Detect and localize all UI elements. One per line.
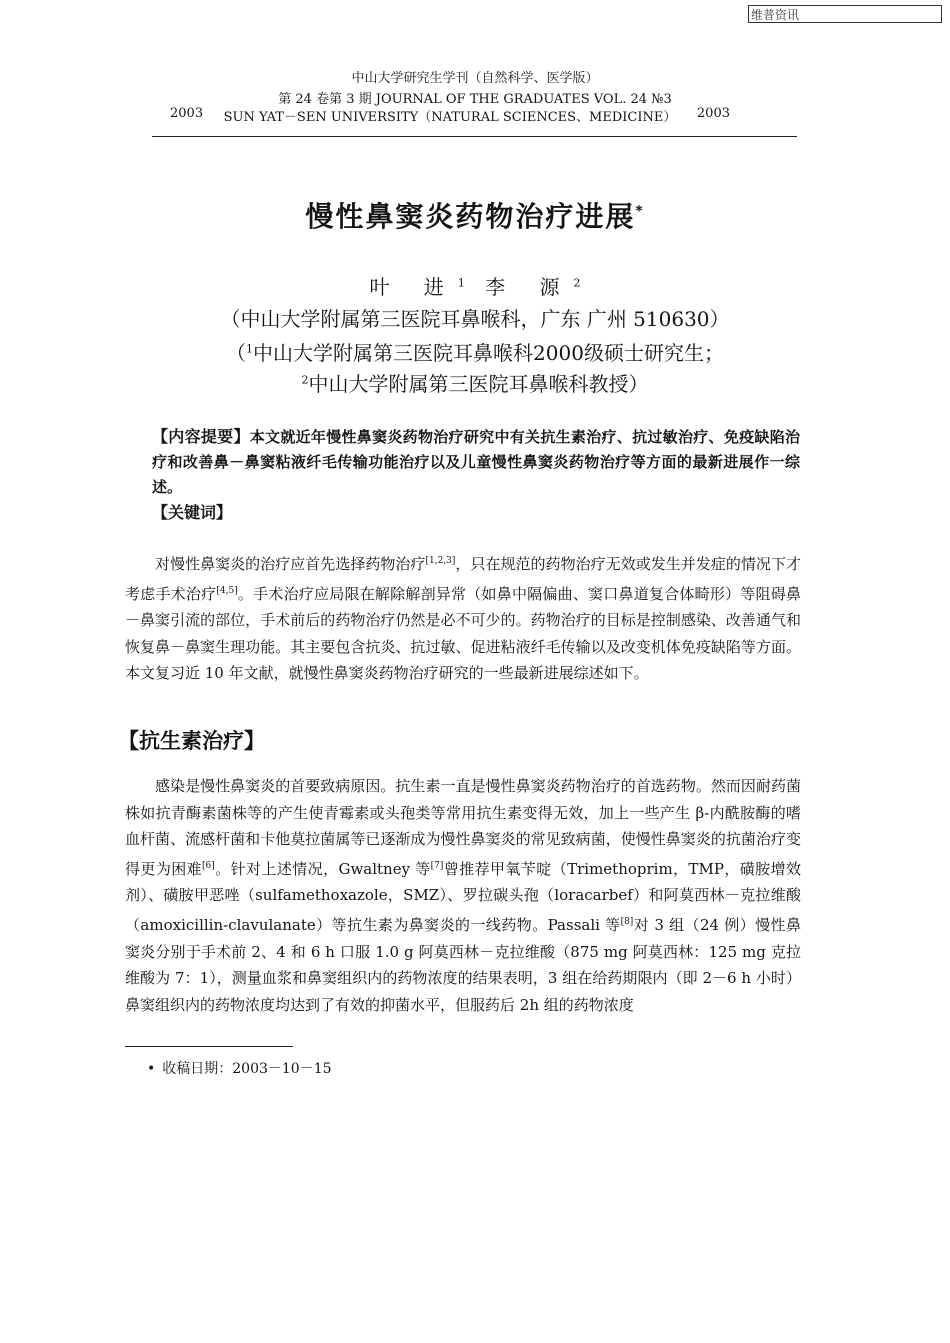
author-2: 李 源 [485, 275, 574, 299]
abstract-text: 本文就近年慢性鼻窦炎药物治疗研究中有关抗生素治疗、抗过敏治疗、免疫缺陷治疗和改善鼻－鼻窦粘液纤毛传输功能治疗以及儿童慢性鼻窦炎药物治疗等方面的最新进展作一综述。 [152, 428, 800, 496]
author-2-sup: 2 [573, 276, 581, 290]
author-1: 叶 进 [369, 275, 458, 299]
keywords-label: 【关键词】 [152, 503, 233, 522]
header-rule [152, 136, 797, 137]
affiliation-2-open: （ [226, 341, 247, 365]
antibiotics-paragraph [125, 773, 801, 1018]
received-date: 收稿日期：2003－10－15 [162, 1061, 332, 1077]
journal-university: SUN YAT－SEN UNIVERSITY（NATURAL SCIENCES、MEDICINE） [223, 110, 677, 125]
affiliation-2 [0, 337, 950, 366]
journal-year-left: 2003 [170, 106, 204, 121]
affiliation-3-sup: 2 [301, 373, 309, 387]
intro-text-3: 。手术治疗应局限在解除解剖异常（如鼻中隔偏曲、窦口鼻道复合体畸形）等阻碍鼻－鼻窦引流的部位，手术前后的药物治疗仍然是必不可少的。药物治疗的目标是控制感染、改善通气和恢复鼻－鼻窦生理功能。其主要包含抗炎、抗过敏、促进粘液纤毛传输以及改变机体免疫缺陷等方面。本文复习近 10 年文献，就慢性鼻窦炎药物治疗研究的一些最新进展综述如下。 [125, 584, 801, 683]
section-text-1: 感染是慢性鼻窦炎的首要致病原因。抗生素一直是慢性鼻窦炎药物治疗的首选药物。然而因耐药菌株如抗青酶素菌株等的产生使青霉素或头孢类等常用抗生素变得无效，加上一些产生 β-内酰胺酶的嗜血杆菌、流感杆菌和卡他莫拉菌属等已逐渐成为慢性鼻窦炎的常见致病菌，使慢性鼻窦炎的抗菌治疗变得更为困难 [125, 777, 801, 878]
title-footnote-mark: * [635, 203, 645, 220]
citation-ref: [6] [202, 860, 215, 871]
affiliation-3 [0, 368, 950, 397]
footnote-bullet: • [147, 1061, 156, 1077]
affiliation-2-sup: 1 [246, 342, 254, 356]
footnote [147, 1058, 332, 1078]
footnote-rule [125, 1046, 293, 1047]
intro-text-1: 对慢性鼻窦炎的治疗应首先选择药物治疗 [155, 555, 426, 573]
intro-paragraph [125, 548, 801, 687]
journal-header-line3 [170, 106, 730, 125]
abstract-label: 【内容提要】 [152, 427, 250, 446]
title-text: 慢性鼻窦炎药物治疗进展 [305, 200, 636, 233]
affiliation-3-text: 中山大学附属第三医院耳鼻喉科教授） [308, 372, 649, 396]
journal-header-line1: 中山大学研究生学刊（自然科学、医学版） [351, 71, 599, 86]
section-text-2: 。针对上述情况，Gwaltney 等 [214, 859, 431, 878]
section-heading-antibiotics: 【抗生素治疗】 [118, 729, 265, 753]
citation-ref: [7] [430, 860, 444, 871]
section-text-4: 对 3 组（24 例）慢性鼻窦炎分别于手术前 2、4 和 6 h 口服 1.0 g 阿莫西林－克拉维酸（875 mg 阿莫西林：125 mg 克拉维酸为 7：1），测量血浆和鼻窦组织内的药物浓度的结果表明，3 组在给药期限内（即 2－6 h 小时）鼻窦组织内的药物浓度均达到了有效的抑菌水平，但服药后 2h 组的药物浓度 [125, 915, 801, 1014]
watermark-stamp: 维普资讯 [748, 5, 942, 23]
affiliation-1: （中山大学附属第三医院耳鼻喉科，广东 广州 510630） [220, 307, 730, 331]
journal-header-line2: 第 24 卷第 3 期 JOURNAL OF THE GRADUATES VOL. 24 №3 [278, 92, 672, 107]
article-title [0, 195, 950, 235]
section-text-3: 曾推荐甲氧苄啶（Trimethoprim，TMP，磺胺增效剂）、磺胺甲恶唑（sulfamethoxazole，SMZ）、罗拉碳头孢（loracarbef）和阿莫西林－克拉维酸（amoxicillin-clavulanate）等抗生素为鼻窦炎的一线药物。Passali 等 [125, 859, 801, 934]
abstract [152, 424, 800, 500]
citation-ref: [1,2,3] [425, 556, 456, 566]
affiliation-2-text: 中山大学附属第三医院耳鼻喉科2000级硕士研究生； [253, 341, 724, 365]
journal-year-right: 2003 [696, 106, 730, 121]
author-1-sup: 1 [457, 276, 465, 290]
citation-ref: [4,5] [216, 585, 238, 596]
intro-text-2: ，只在规范的药物治疗无效或发生并发症的情况下才考虑手术治疗 [125, 555, 801, 603]
authors-line [0, 271, 950, 300]
citation-ref: [8] [620, 916, 634, 927]
